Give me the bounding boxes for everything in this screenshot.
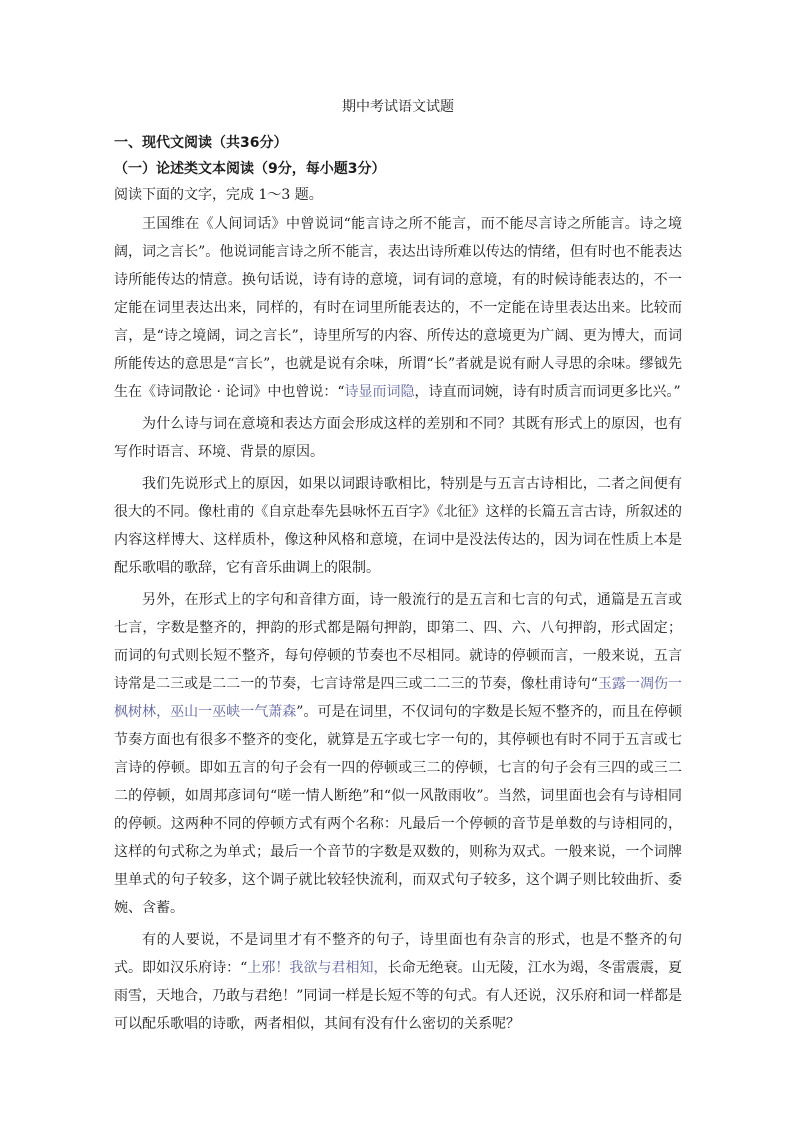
paragraph-3 (114, 470, 682, 582)
section-heading: 一、现代文阅读（共36分） (114, 135, 288, 151)
paragraph-5-text-a: 有的人要说，不是词里才有不整齐的句子，诗里面也有杂言的形式，也是不整齐的句式。即如汉乐府诗：“ (114, 932, 682, 976)
document-page (114, 96, 682, 1038)
reading-instruction: 阅读下面的文字，完成 1～3 题。 (114, 187, 323, 203)
paragraph-1-text-b: ，诗直而词婉，诗有时质言而词更多比兴。” (414, 384, 681, 400)
paragraph-1 (114, 210, 682, 406)
paragraph-2-text: 为什么诗与词在意境和表达方面会形成这样的差别和不同？其既有形式上的原因，也有写作时语言、环境、背景的原因。 (114, 416, 682, 460)
paragraph-4-text-b: ”。可是在词里，不仅词句的字数是长短不整齐的，而且在停顿节奏方面也有很多不整齐的变化，就算是五字或七字一句的，其停顿也有时不同于五言或七言诗的停顿。即如五言的句子会有一四的停顿或三二的停顿，七言的句子会有三四的或三二二的停顿，如周邦彦词句“嗟一情人断绝”和“似一风散雨收”。当然，词里面也会有与诗相同的停顿。这两种不同的停顿方式有两个名称：凡最后一个停顿的音节是单数的与诗相同的，这样的句式称之为单式；最后一个音节的字数是双数的，则称为双式。一般来说，一个词牌里单式的句子较多，这个调子就比较轻快流利，而双式句子较多，这个调子则比较曲折、委婉、含蓄。 (114, 704, 683, 916)
paragraph-1-text-a: 王国维在《人间词话》中曾说词“能言诗之所不能言，而不能尽言诗之所能言。诗之境阔，词之言长”。他说词能言诗之所不能言，表达出诗所难以传达的情绪，但有时也不能表达诗所能传达的情意。换句话说，诗有诗的意境，词有词的意境，有的时候诗能表达的，不一定能在词里表达出来，同样的，有时在词里所能表达的，不一定能在诗里表达出来。比较而言，是“诗之境阔，词之言长”，诗里所写的内容、所传达的意境更为广阔、更为博大，而词所能传达的意思是“言长”，也就是说有余味，所谓“长”者就是说有耐人寻思的余味。缪钺先生在《诗词散论 · 论词》中也曾说：“ (114, 216, 682, 400)
paragraph-3-text: 我们先说形式上的原因，如果以词跟诗歌相比，特别是与五言古诗相比，二者之间便有很大的不同。像杜甫的《自京赴奉先县咏怀五百字》《北征》这样的长篇五言古诗，所叙述的内容这样博大、这样质朴，像这种风格和意境，在词中是没法传达的，因为词在性质上本是配乐歌唱的歌辞，它有音乐曲调上的限制。 (114, 476, 682, 576)
paragraph-2 (114, 410, 682, 466)
subsection-heading: （一）论述类文本阅读（9分，每小题3分） (114, 161, 386, 177)
paragraph-5 (114, 926, 682, 1038)
paragraph-5-highlight: 上邪！我欲与君相知， (247, 960, 388, 976)
paragraph-1-highlight: 诗显而词隐 (344, 384, 415, 400)
paragraph-4 (114, 586, 682, 922)
document-title: 期中考试语文试题 (342, 99, 454, 115)
paragraph-5-text-b: 长命无绝衰。山无陵，江水为竭，冬雷震震，夏雨雪，天地合，乃敢与君绝！”同词一样是长短不等的句式。有人还说，汉乐府和词一样都是可以配乐歌唱的诗歌，两者相似，其间有没有什么密切的关系呢？ (114, 960, 682, 1032)
paragraph-4-text-a: 另外，在形式上的字句和音律方面，诗一般流行的是五言和七言的句式，通篇是五言或七言，字数是整齐的，押韵的形式都是隔句押韵，即第二、四、六、八句押韵，形式固定；而词的句式则长短不整齐，每句停顿的节奏也不尽相同。就诗的停顿而言，一般来说，五言诗常是二三或是二二一的节奏，七言诗常是四三或二二三的节奏，像杜甫诗句“ (114, 592, 682, 692)
paragraph-4-highlight: 玉露一凋伤一枫树林，巫山一巫峡一气萧森 (114, 676, 683, 720)
